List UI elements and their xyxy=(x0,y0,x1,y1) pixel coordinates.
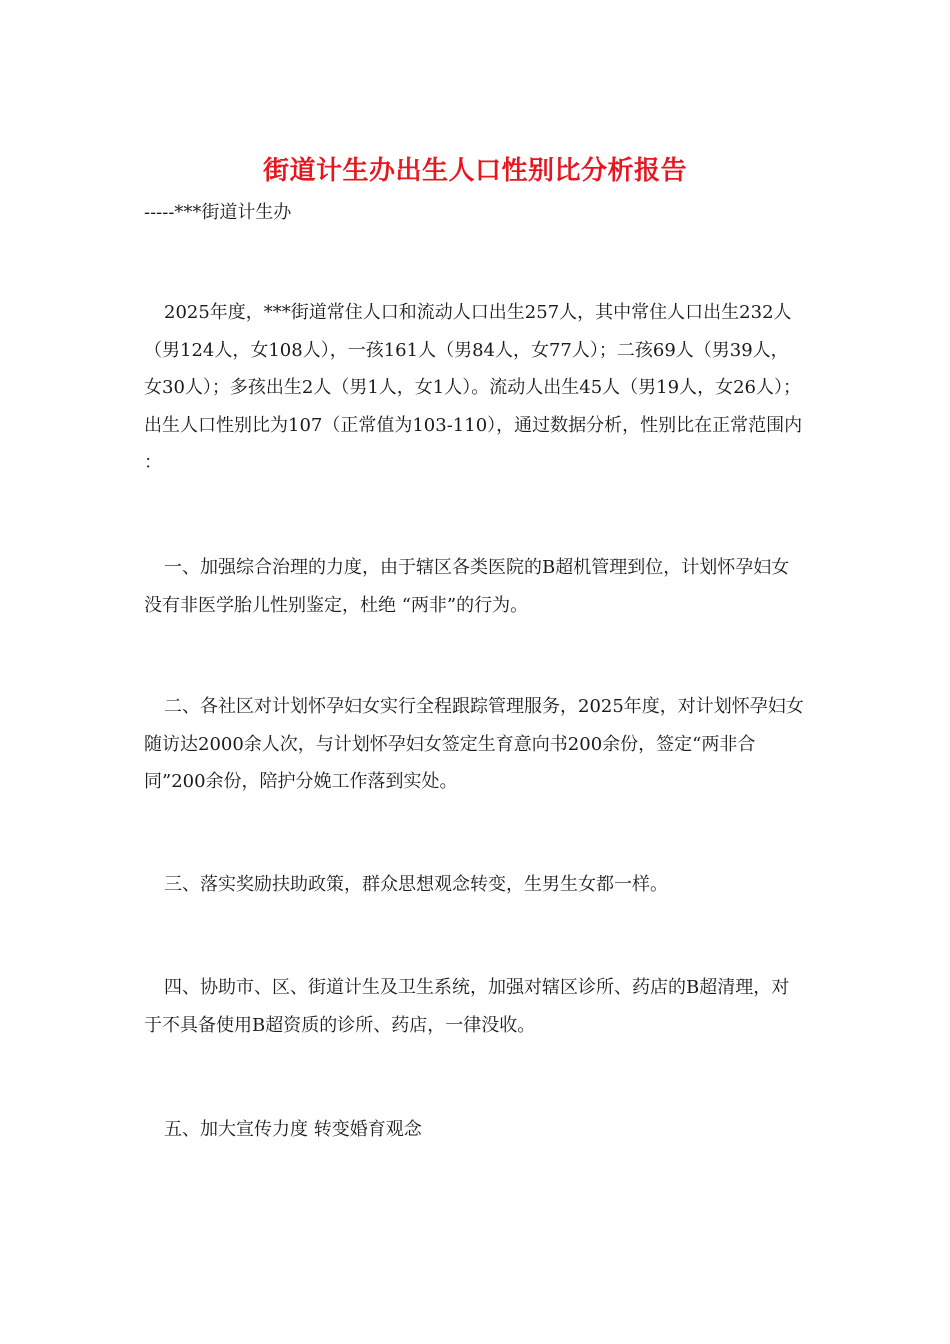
section-one-paragraph: 一、加强综合治理的力度，由于辖区各类医院的B超机管理到位，计划怀孕妇女没有非医学胎儿性别鉴定，杜绝 “两非”的行为。 xyxy=(144,557,790,616)
section-two-paragraph: 二、各社区对计划怀孕妇女实行全程跟踪管理服务，2025年度，对计划怀孕妇女随访达2000余人次，与计划怀孕妇女签定生育意向书200余份，签定“两非合同”200余份，陪护分娩工作落到实处。 xyxy=(144,696,804,792)
intro-paragraph: 2025年度，***街道常住人口和流动人口出生257人，其中常住人口出生232人（男124人，女108人），一孩161人（男84人，女77人）；二孩69人（男39人，女30人）；多孩出生2人（男1人，女1人）。流动人出生45人（男19人，女26人）；出生人口性别比为107（正常值为103-110），通过数据分析，性别比在正常范围内 ： xyxy=(144,302,803,473)
document-title: 街道计生办出生人口性别比分析报告 xyxy=(262,156,687,186)
section-three-paragraph: 三、落实奖励扶助政策，群众思想观念转变，生男生女都一样。 xyxy=(164,874,668,895)
document-subtitle: -----***街道计生办 xyxy=(144,202,292,223)
section-four-paragraph: 四、协助市、区、街道计生及卫生系统，加强对辖区诊所、药店的B超清理，对于不具备使用B超资质的诊所、药店，一律没收。 xyxy=(144,977,790,1036)
section-five-paragraph: 五、加大宣传力度 转变婚育观念 xyxy=(164,1119,422,1140)
